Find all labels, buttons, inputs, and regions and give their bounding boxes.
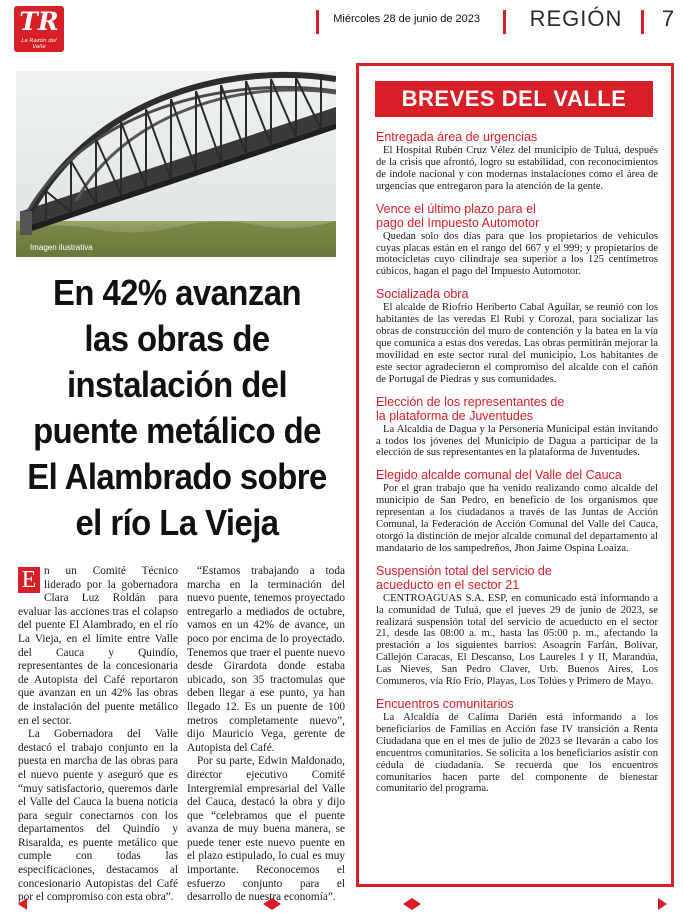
- brief-item: [376, 468, 658, 554]
- nav-left-arrow-icon[interactable]: [403, 898, 412, 910]
- nav-right-arrow-icon[interactable]: [658, 898, 667, 910]
- brief-item: [376, 564, 658, 688]
- brief-title: Entregada área de urgencias: [376, 130, 538, 144]
- section-name: REGIÓN: [529, 6, 623, 31]
- brief-item: [376, 202, 658, 279]
- article-paragraph: “Estamos trabajando a toda marcha en la terminación del nuevo puente, tenemos proyectado entregarlo a mediados de octubre, vamos en un 42% de avance, un poco por encima de lo proyectado. Tenemos que traer el puente nuevo desde Girardota donde estaba ubicado, son 35 tractomulas que deben llegar a ese punto, ya han llegado 12. Es un puente de 100 metros completamente nuevo”, dijo Mauricio Vega, gerente de Autopista del Café.: [187, 565, 345, 754]
- brief-title: Socializada obra: [376, 287, 469, 302]
- article-paragraph: La Gobernadora del Valle destacó el trabajo conjunto en la puesta en marcha de las obras para el nuevo puente y aseguró que es “muy satisfactorio, queremos darle el Valle del Cauca la buena noticia para seguir conectarnos con los departamentos del Quindío y Risaralda, es puente metálico que cumple con todas las especificaciones, destacamos al concesionario Autopistas del Café por el compromiso con esta obra”.: [18, 728, 178, 904]
- page-number: 7: [661, 6, 675, 31]
- nav-right-arrow-icon[interactable]: [272, 898, 281, 910]
- brief-body: La Alcaldía de Calima Darién está informando a los beneficiarios de Familias en Acción fase IV transición a Renta Ciudadana que en el mes de julio de 2023 se llevarán a cabo los encuentros comunitarios. Se solicita a los beneficiarios asistir con cédula de ciudadanía. Se recuerda que los encuentros comunitarios hacen parte del componente de bienestar comunitario del programa.: [376, 712, 658, 795]
- brief-item: [376, 395, 658, 460]
- article-paragraph: Por su parte, Edwin Maldonado, director ejecutivo Comité Intergremial empresarial del Valle del Cauca, destacó la obra y dijo que “celebramos que el puente avanza de muy buena manera, se puede tener este nuevo puente en el plazo estipulado, lo cual es muy importante. Reconocemos el esfuerzo conjunto para el desarrollo de nuestra economía”.: [187, 755, 345, 904]
- photo-caption: Imagen ilustrativa: [30, 243, 93, 252]
- bridge-illustration: [16, 71, 336, 257]
- brief-body: El Hospital Rubén Cruz Vélez del municipio de Tuluá, después de la crisis que afrontó, logro su estabilidad, con reconocimientos de índole nacional y con modernas instalaciones como el área de urgencias que entregaron para la atención de la gente.: [376, 145, 658, 192]
- article-headline: En 42% avanzan las obras de instalación del puente metálico de El Alambrado sobre el río La Vieja: [27, 272, 327, 543]
- header-separator: [641, 10, 644, 34]
- nav-right-arrow-icon[interactable]: [412, 898, 421, 910]
- issue-date: Miércoles 28 de junio de 2023: [333, 13, 480, 25]
- article-column-2: [187, 565, 345, 905]
- logo-subtitle: La Razón del Valle: [21, 38, 57, 50]
- brief-title: Elegido alcalde comunal del Valle del Cauca: [376, 468, 622, 483]
- article-column-1: [18, 565, 178, 905]
- logo-letters: TR: [19, 7, 59, 36]
- publication-logo: [14, 6, 64, 52]
- nav-left-arrow-icon[interactable]: [18, 898, 27, 910]
- brief-title: Elección de los representantes de la plataforma de Juventudes: [376, 394, 565, 423]
- brief-item: [376, 287, 658, 385]
- drop-cap: E: [18, 567, 40, 593]
- brief-title: Vence el último plazo para el pago del Impuesto Automotor: [376, 201, 540, 230]
- brief-body: Quedan solo dos días para que los propietarios de vehículos cuyas placas están en el rango del 667 y el 999; y propietarios de motocicletas cuyo cilindraje sea superior a los 125 centímetros cúbicos, hagan el pago del Impuesto Automotor.: [376, 230, 658, 278]
- brief-body: CENTROAGUAS S.A. ESP, en comunicado está informando a la comunidad de Tuluá, que el jueves 29 de junio de 2023, se realizará suspensión total del servicio de acueducto en el sector 21, desde las 08:00 a. m., hasta las 05:00 p. m., afectando la prestación a los siguientes barrios: Asoagrín Farfán, Bolívar, Callejón Caracas, El Descanso, Los Laureles I y II, Marandúa, Las Nieves, San Pedro Claver, Urb. Buenos Aires, Los Comuneros, vía Río Frío, Playas, Los Tolúes y Primero de Mayo.: [376, 592, 658, 688]
- nav-left-arrow-icon[interactable]: [263, 898, 272, 910]
- paragraph-text: n un Comité Técnico liderado por la gobernadora Clara Luz Roldán para evaluar las acciones tras el colapso del puente El Alambrado, en el río La Vieja, en el límite entre Valle del Cauca y Quindío, representantes de la concesionaria de Autopista del Café reportaron que avanzan en un 42% las obras de instalación del puente metálico en el sector.: [18, 565, 178, 727]
- brief-body: La Alcaldía de Dagua y la Personería Municipal están invitando a todos los jóvenes del Municipio de Dagua a participar de la elección de sus representantes en la plataforma de Juventudes.: [376, 423, 658, 459]
- article-paragraph: [18, 565, 178, 728]
- brief-title: Encuentros comunitarios: [376, 697, 514, 711]
- brief-body: Por el gran trabajo que ha venido realizando como alcalde del municipio de San Pedro, en beneficio de los organismos que representan a los ciudadanos a través de las Juntas de Acción Comunal, la Federación de Acción Comunal del Valle del Cauca, otorgó la distinción de mejor alcalde comunal del departamento al mandatario de los sampedreños, Jhon Jaime Ospina Loaiza.: [376, 483, 658, 554]
- article-photo: [16, 71, 336, 257]
- brief-body: El alcalde de Riofrío Heriberto Cabal Aguilar, se reunió con los habitantes de las veredas El Rubí y Corozal, para socializar las obras de construcción del muro de contención y la batea en la vía que comunica a estas dos veredas. Las obras permitirán mejorar la movilidad en este sector rural del municipio. Los habitantes de este sector agradecieron el compromiso del alcalde con el cañón de Portugal de Piedras y sus comunidades.: [376, 302, 658, 385]
- brief-item: [376, 130, 658, 193]
- brief-item: [376, 697, 658, 795]
- briefs-banner: BREVES DEL VALLE: [375, 81, 653, 117]
- brief-title: Suspensión total del servicio de acueducto en el sector 21: [376, 563, 552, 592]
- header-separator: [316, 10, 319, 34]
- header-separator: [503, 10, 506, 34]
- briefs-list: [376, 130, 658, 804]
